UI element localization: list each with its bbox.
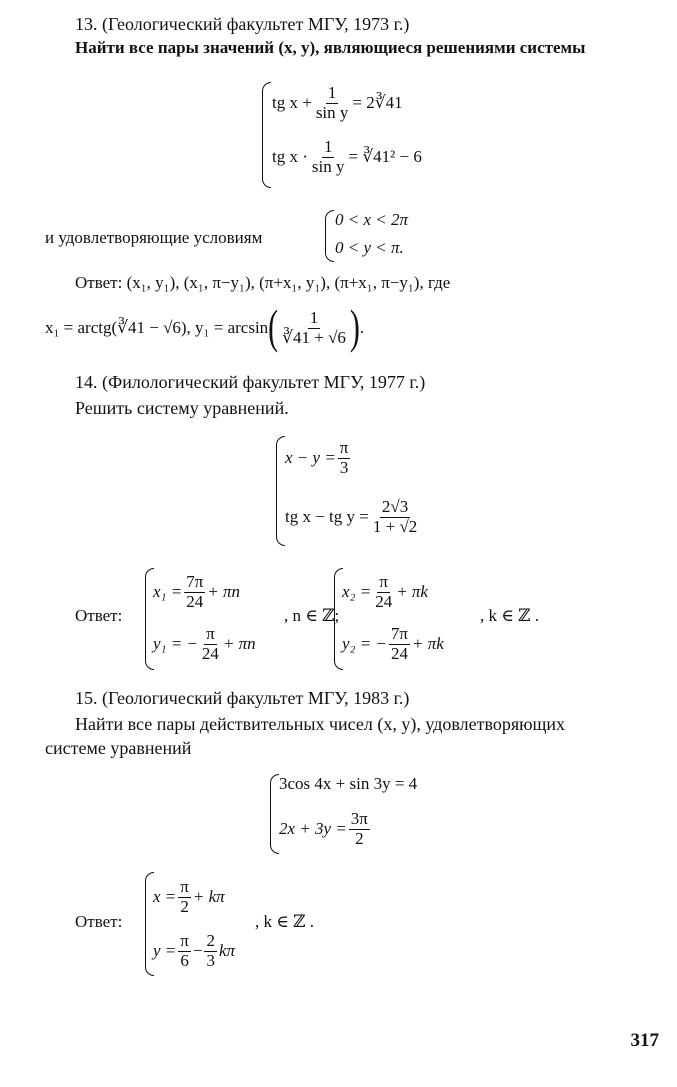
p14-answer-end: , k ∈ ℤ . xyxy=(480,606,539,625)
p15-task-line1: Найти все пары действительных чисел (x, y), удовлетворяющих xyxy=(75,714,566,734)
p13-cond1: 0 < x < 2π xyxy=(335,210,409,229)
p14-a1: x₁ = $\frac{7\pi}{24}$ + πn xyxy=(153,571,241,611)
p14-b1: x₂ = $\frac{\pi}{24}$ + πk xyxy=(342,571,428,611)
p14-header: 14. (Филологический факультет МГУ, 1977 г.) xyxy=(75,372,426,392)
p15-answer-end: , k ∈ ℤ . xyxy=(255,912,314,931)
p13-task: Найти все пары значений (x, y), являющиеся решениями системы xyxy=(75,38,586,57)
p15-answer-label: Ответ: xyxy=(75,912,123,931)
p15-a1: x = $\frac{\pi}{2}$ + kπ xyxy=(153,876,225,916)
p13-eq1: tg x + $\frac{1}{\text{sin y}}$ = 2∛41 xyxy=(272,82,403,122)
p14-a2: y₁ = − $\frac{\pi}{24}$ + πn xyxy=(153,623,256,663)
page-number: 317 xyxy=(630,1030,659,1051)
p14-answer-label: Ответ: xyxy=(75,606,123,625)
p13-cond-brace xyxy=(325,210,334,262)
p13-eq2: tg x · $\frac{1}{\text{sin y}}$ = ∛41² − 6 xyxy=(272,136,422,176)
p14-system-brace xyxy=(276,436,285,546)
p15-system-brace xyxy=(270,774,279,854)
p13-answer-line2: x₁ = arctg(∛41 − √6), y₁ = arcsin ( $\frac{1}{∛41 + √6}$ ) . xyxy=(45,300,365,354)
p13-header: 13. (Геологический факультет МГУ, 1973 г.) xyxy=(75,14,410,34)
p15-task-line2: системе уравнений xyxy=(45,738,192,758)
p14-answer-mid: , n ∈ ℤ; xyxy=(284,606,340,625)
p15-header: 15. (Геологический факультет МГУ, 1983 г.) xyxy=(75,688,410,708)
p14-b2: y₂ = − $\frac{7\pi}{24}$ + πk xyxy=(342,623,444,663)
p15-a2: y = $\frac{\pi}{6}$ − $\frac{2}{3}$ kπ xyxy=(153,930,236,970)
p13-system-brace xyxy=(262,82,271,188)
p13-cond-label: и удовлетворяющие условиям xyxy=(45,228,263,247)
p14-eq1: x − y = $\frac{\pi}{3}$ xyxy=(285,437,349,477)
p14-eq2: tg x − tg y = $\frac{2√3}{1 + √2}$ xyxy=(285,496,418,536)
p15-eq1: 3cos 4x + sin 3y = 4 xyxy=(279,774,418,793)
p15-eq2: 2x + 3y = $\frac{3\pi}{2}$ xyxy=(279,808,368,848)
p13-cond2: 0 < y < π. xyxy=(335,238,404,257)
p14-task: Решить систему уравнений. xyxy=(75,398,289,418)
p13-answer-line1: Ответ: (x₁, y₁), (x₁, π−y₁), (π+x₁, y₁), (π+x₁, π−y₁), где xyxy=(75,273,451,292)
